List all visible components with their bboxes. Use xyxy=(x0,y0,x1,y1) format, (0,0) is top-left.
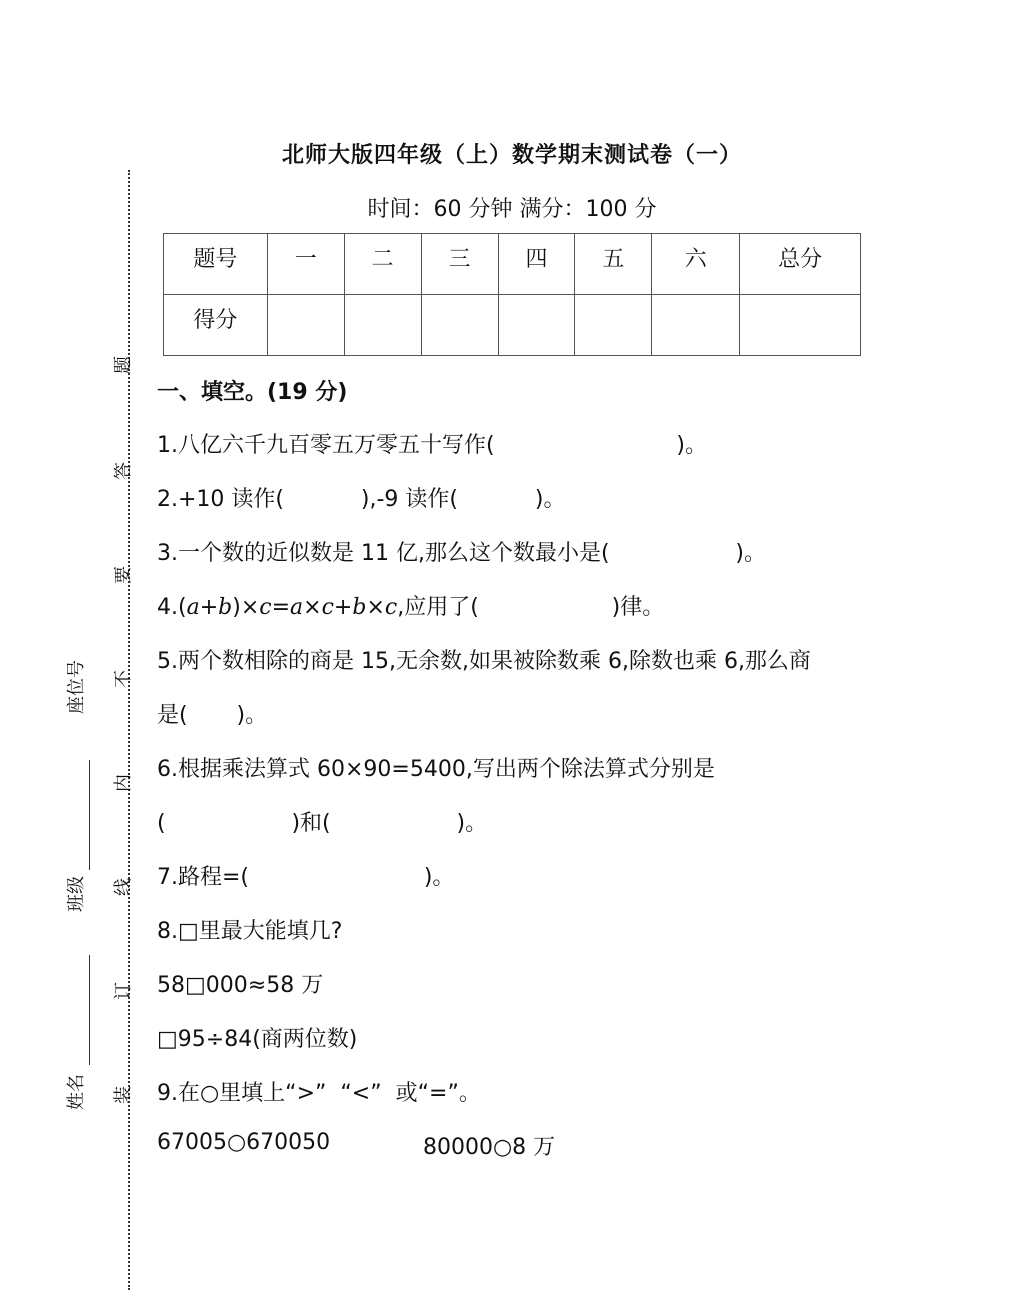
question-8: 8.□里最大能填几? xyxy=(157,919,343,944)
q4-text: + xyxy=(333,595,353,620)
seat-number-label: 座位号 xyxy=(66,660,87,714)
question-6-line-1: 6.根据乘法算式 60×90=5400,写出两个除法算式分别是 xyxy=(157,757,715,782)
table-cell: 六 xyxy=(652,234,740,295)
question-9-item-a: 67005○670050 xyxy=(157,1130,331,1155)
q4-text: = xyxy=(271,595,291,620)
binding-char: 内 xyxy=(113,774,134,792)
var-a: a xyxy=(186,595,200,620)
question-9: 9.在○里填上“>” “<” 或“=”。 xyxy=(157,1081,481,1106)
binding-char: 题 xyxy=(113,356,134,374)
score-cell[interactable] xyxy=(421,295,498,356)
binding-char: 不 xyxy=(113,670,134,688)
table-cell: 四 xyxy=(498,234,575,295)
var-c: c xyxy=(384,595,398,620)
question-5-line-1: 5.两个数相除的商是 15,无余数,如果被除数乘 6,除数也乘 6,那么商 xyxy=(157,649,811,674)
name-underline[interactable] xyxy=(89,955,90,1065)
binding-char: 答 xyxy=(113,462,134,480)
binding-char: 装 xyxy=(113,1086,134,1104)
question-8-item-b: □95÷84(商两位数) xyxy=(157,1027,358,1052)
question-1: 1.八亿六千九百零五万零五十写作( )。 xyxy=(157,433,707,458)
question-5-line-2: 是( )。 xyxy=(157,703,268,728)
var-c: c xyxy=(321,595,334,620)
var-a: a xyxy=(290,595,304,620)
table-cell: 题号 xyxy=(164,234,268,295)
table-cell: 五 xyxy=(575,234,652,295)
binding-dotted-line xyxy=(128,170,130,1290)
table-cell: 总分 xyxy=(740,234,861,295)
section-heading: 一、填空。(19 分) xyxy=(157,380,348,405)
score-cell[interactable] xyxy=(575,295,652,356)
question-4 xyxy=(157,590,664,621)
question-2: 2.+10 读作( ),-9 读作( )。 xyxy=(157,487,566,512)
question-7: 7.路程=( )。 xyxy=(157,865,455,890)
binding-char: 线 xyxy=(113,878,134,896)
page-title: 北师大版四年级（上）数学期末测试卷（一） xyxy=(281,143,742,168)
table-cell: 得分 xyxy=(164,295,268,356)
question-6-line-2: ( )和( )。 xyxy=(157,811,488,836)
var-c: c xyxy=(259,595,272,620)
name-label: 姓名 xyxy=(66,1074,87,1110)
binding-char: 要 xyxy=(113,566,134,584)
class-underline[interactable] xyxy=(89,760,90,870)
score-cell[interactable] xyxy=(267,295,344,356)
q4-text: )× xyxy=(232,595,260,620)
table-cell: 二 xyxy=(344,234,421,295)
score-table-score-row xyxy=(164,295,861,356)
question-8-item-a: 58□000≈58 万 xyxy=(157,973,324,998)
q4-text: ,应用了( )律。 xyxy=(397,595,665,620)
q4-text: + xyxy=(199,595,219,620)
score-table xyxy=(163,233,861,356)
var-b: b xyxy=(218,595,233,620)
score-table-header-row xyxy=(164,234,861,295)
q4-text: × xyxy=(366,595,385,620)
var-b: b xyxy=(352,595,367,620)
table-cell: 一 xyxy=(267,234,344,295)
class-label: 班级 xyxy=(66,876,87,912)
question-9-item-b: 80000○8 万 xyxy=(423,1135,556,1160)
score-cell[interactable] xyxy=(344,295,421,356)
score-cell[interactable] xyxy=(498,295,575,356)
score-cell[interactable] xyxy=(740,295,861,356)
exam-time-score: 时间：60 分钟 满分：100 分 xyxy=(367,197,657,222)
table-cell: 三 xyxy=(421,234,498,295)
q4-text: 4.( xyxy=(157,595,187,620)
binding-char: 订 xyxy=(113,982,134,1000)
question-3: 3.一个数的近似数是 11 亿,那么这个数最小是( )。 xyxy=(157,541,767,566)
score-cell[interactable] xyxy=(652,295,740,356)
q4-text: × xyxy=(303,595,322,620)
